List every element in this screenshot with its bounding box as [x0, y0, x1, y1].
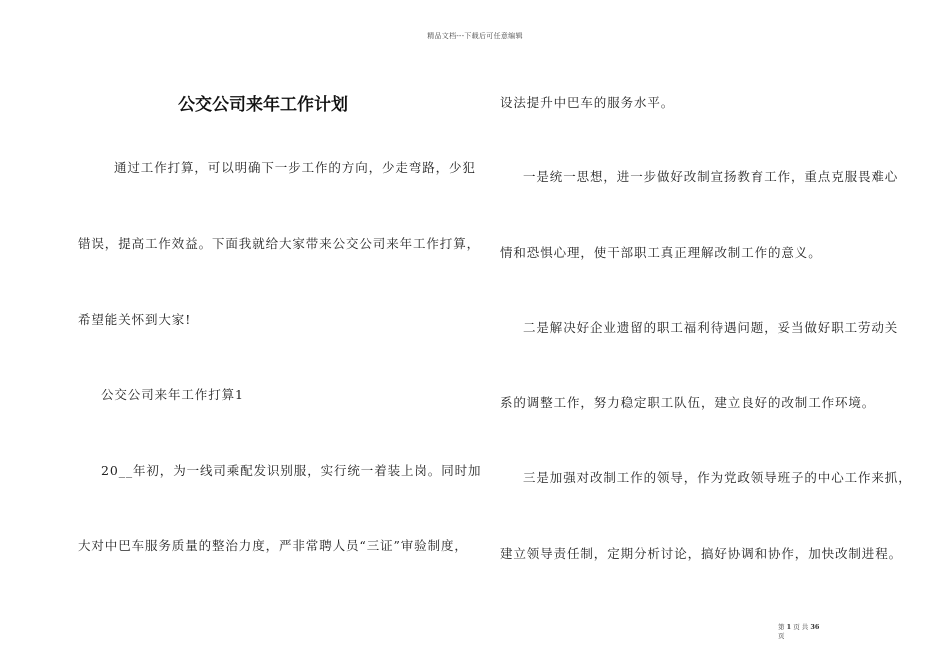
page-counter — [778, 623, 819, 632]
body-text-line: 情和恐惧心理，使干部职工真正理解改制工作的意义。 — [500, 245, 822, 260]
body-text-line: 三是加强对改制工作的领导，作为党政领导班子的中心工作来抓， — [523, 470, 912, 485]
page-suffix: 页 — [778, 632, 785, 640]
page-footer — [778, 623, 819, 641]
body-text-line: 希望能关怀到大家! — [78, 312, 192, 327]
page-number: 1 — [786, 623, 792, 631]
page-middle: 页 共 — [793, 623, 809, 631]
page-total: 36 — [810, 623, 820, 631]
body-text-line: 错误，提高工作效益。下面我就给大家带来公交公司来年工作打算， — [78, 236, 481, 251]
body-text-line: 二是解决好企业遗留的职工福利待遇问题，妥当做好职工劳动关 — [523, 320, 899, 335]
section-heading: 公交公司来年工作打算1 — [101, 387, 244, 402]
body-text-line: 一是统一思想，进一步做好改制宣扬教育工作，重点克服畏难心 — [523, 169, 899, 184]
document-title: 公交公司来年工作计划 — [178, 95, 348, 115]
body-text-line: 大对中巴车服务质量的整治力度，严非常聘人员“三证”审验制度， — [78, 538, 468, 553]
body-text-line: 设法提升中巴车的服务水平。 — [500, 95, 675, 110]
body-text-line: 建立领导责任制，定期分析讨论，搞好协调和协作，加快改制进程。 — [500, 546, 903, 561]
body-text-line: 系的调整工作，努力稳定职工队伍，建立良好的改制工作环境。 — [500, 395, 876, 410]
body-text-line: 20__年初，为一线司乘配发识别服，实行统一着装上岗。同时加 — [101, 463, 482, 478]
page-header: 精品文档---下载后可任意编辑 — [427, 32, 523, 40]
page-prefix: 第 — [778, 623, 785, 631]
body-text-line: 通过工作打算，可以明确下一步工作的方向，少走弯路，少犯 — [114, 160, 476, 175]
